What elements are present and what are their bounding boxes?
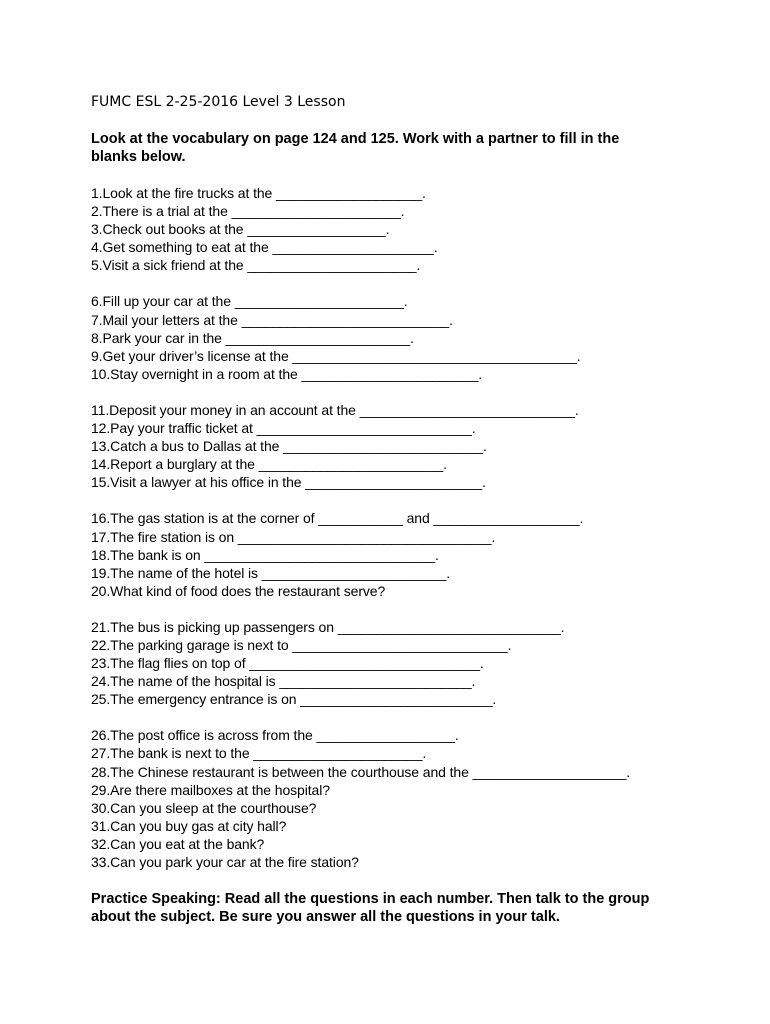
instructions-line: Look at the vocabulary on page 124 and 125. Work with a partner to fill in the: [91, 131, 620, 147]
practice-speaking-line: Practice Speaking: Read all the questions in each number. Then talk to the group: [91, 891, 650, 907]
exercise-item: 21.The bus is picking up passengers on _____________________________.: [91, 618, 565, 635]
exercise-group: [91, 401, 731, 491]
exercise-item: 5.Visit a sick friend at the ______________________.: [91, 257, 421, 274]
exercise-item: 13.Catch a bus to Dallas at the __________________________.: [91, 438, 487, 455]
exercise-item: 30.Can you sleep at the courthouse?: [91, 799, 317, 816]
exercise-group: [91, 184, 731, 274]
exercise-item: 25.The emergency entrance is on _________________________.: [91, 691, 497, 708]
exercise-item: 17.The fire station is on _________________________________.: [91, 528, 496, 545]
exercise-group: [91, 726, 731, 871]
practice-speaking: [91, 890, 731, 926]
exercise-item: 14.Report a burglary at the ________________________.: [91, 456, 447, 473]
exercise-item: 26.The post office is across from the __________________.: [91, 727, 459, 744]
exercise-item: 12.Pay your traffic ticket at ____________________________.: [91, 420, 476, 437]
exercise-item: 28.The Chinese restaurant is between the courthouse and the ____________________.: [91, 763, 631, 780]
exercise-group: [91, 618, 731, 708]
exercise-item: 32.Can you eat at the bank?: [91, 835, 265, 852]
exercise-item: 19.The name of the hotel is ________________________.: [91, 564, 451, 581]
exercise-list: [91, 184, 731, 889]
exercise-item: 8.Park your car in the ________________________.: [91, 329, 414, 346]
exercise-item: 11.Deposit your money in an account at the ____________________________.: [91, 401, 579, 418]
exercise-item: 20.What kind of food does the restaurant serve?: [91, 582, 386, 599]
exercise-item: 2.There is a trial at the ______________________.: [91, 203, 405, 220]
exercise-item: 33.Can you park your car at the fire station?: [91, 854, 359, 870]
exercise-item: 22.The parking garage is next to ____________________________.: [91, 636, 512, 653]
instructions: [91, 130, 691, 166]
exercise-item: 16.The gas station is at the corner of ___________ and ___________________.: [91, 510, 584, 527]
exercise-item: 23.The flag flies on top of ______________________________.: [91, 655, 484, 672]
exercise-item: 15.Visit a lawyer at his office in the _______________________.: [91, 474, 486, 491]
exercise-item: 24.The name of the hospital is _________________________.: [91, 673, 476, 690]
practice-speaking-line: about the subject. Be sure you answer all the questions in your talk.: [91, 909, 560, 925]
exercise-group: [91, 509, 731, 599]
exercise-item: 31.Can you buy gas at city hall?: [91, 817, 287, 834]
exercise-item: 18.The bank is on ______________________________.: [91, 546, 439, 563]
exercise-item: 4.Get something to eat at the _____________________.: [91, 239, 438, 256]
instructions-line: blanks below.: [91, 149, 186, 165]
exercise-item: 6.Fill up your car at the ______________________.: [91, 293, 408, 310]
exercise-item: 1.Look at the fire trucks at the ___________________.: [91, 185, 426, 201]
exercise-item: 10.Stay overnight in a room at the _______________________.: [91, 365, 483, 382]
exercise-item: 29.Are there mailboxes at the hospital?: [91, 781, 330, 798]
page-title: FUMC ESL 2-25-2016 Level 3 Lesson: [91, 94, 346, 110]
exercise-group: [91, 292, 731, 382]
exercise-item: 7.Mail your letters at the ___________________________.: [91, 311, 453, 328]
exercise-item: 3.Check out books at the __________________.: [91, 221, 390, 238]
exercise-item: 27.The bank is next to the ______________________.: [91, 745, 427, 762]
exercise-item: 9.Get your driver’s license at the _____________________________________.: [91, 347, 581, 364]
